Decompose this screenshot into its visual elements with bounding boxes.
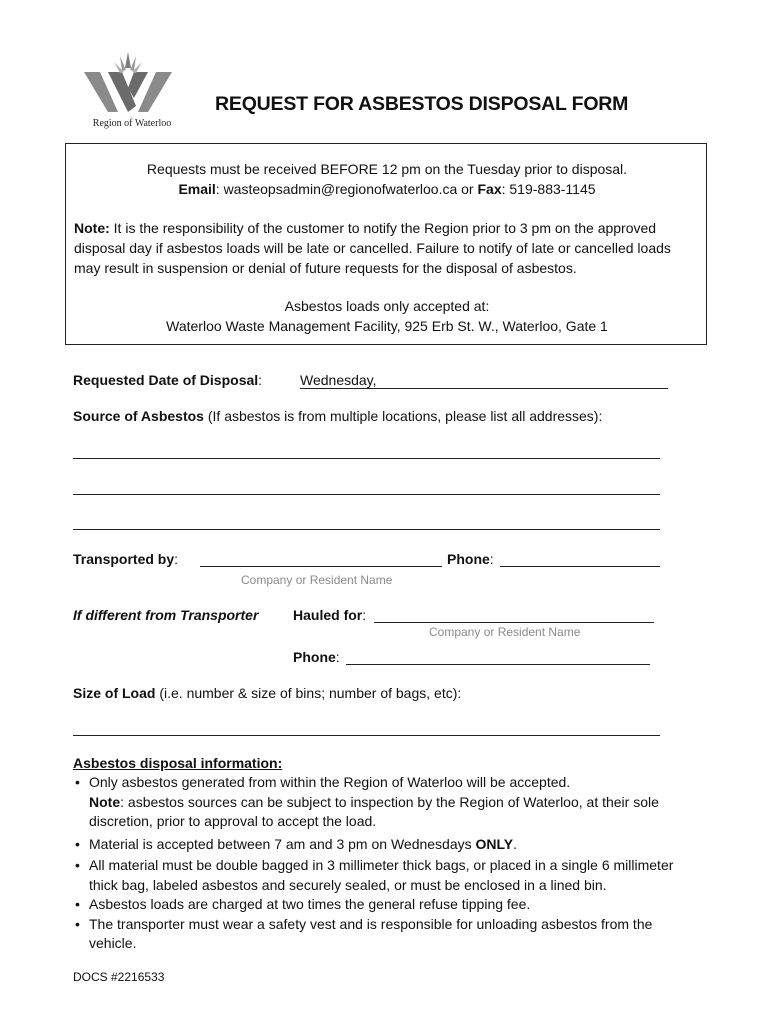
fax-label: Fax [477,181,502,197]
hauled-row [293,607,366,623]
info-item-4: • Asbestos loads are charged at two times the general refuse tipping fee. [73,895,713,915]
hauled-field[interactable] [374,622,654,623]
transported-colon: : [174,551,179,567]
info-item-3 [73,856,713,895]
source-line-2[interactable] [73,494,660,495]
note-line-3: may result in suspension or denial of future requests for the disposal of asbestos. [74,260,577,276]
size-row [73,685,461,701]
size-hint: (i.e. number & size of bins; number of bags, etc): [155,685,462,701]
note-paragraph [74,218,704,278]
source-hint: (If asbestos is from multiple locations, please list all addresses): [203,408,603,424]
transported-row [73,551,178,567]
fax-value: : 519-883-1145 [501,181,596,197]
size-label: Size of Load [73,685,156,701]
source-line-1[interactable] [73,458,660,459]
info-note-text: : asbestos sources can be subject to inspection by the Region of Waterloo, at their sole [120,793,659,810]
info-item-2-end: . [513,835,518,852]
info-item-5 [73,915,713,954]
page-title: REQUEST FOR ASBESTOS DISPOSAL FORM [215,93,629,115]
info-item-3-line-1: • All material must be double bagged in 3 millimeter thick bags, or placed in a single 6 millimeter [89,857,674,873]
note-line-2: disposal day if asbestos loads will be late or cancelled. Failure to notify of late or cancelled loads [74,240,671,256]
deadline-line: Requests must be received BEFORE 12 pm on the Tuesday prior to disposal. [146,161,628,177]
date-label: Requested Date of Disposal [73,372,259,388]
date-prefix: Wednesday, [300,372,377,388]
note-label: Note: [74,220,110,236]
email-label: Email [178,181,216,197]
different-label: If different from Transporter [73,607,259,623]
info-note-line-2: discretion, prior to approval to accept the load. [89,813,377,829]
phone-row [447,551,494,567]
date-colon: : [258,372,263,388]
docs-number: DOCS #2216533 [73,970,165,984]
hauled-label: Hauled for [293,607,363,623]
phone2-row [293,649,340,665]
region-logo-icon [78,50,178,122]
phone2-colon: : [335,649,340,665]
email-value: : wasteopsadmin@regionofwaterloo.ca or [215,181,478,197]
contact-line [66,179,708,199]
phone2-field[interactable] [346,664,650,665]
company-hint-2: Company or Resident Name [429,625,581,639]
facility-address: Waterloo Waste Management Facility, 925 Erb St. W., Waterloo, Gate 1 [166,318,608,334]
logo-text: Region of Waterloo [92,118,172,129]
info-list [73,773,713,954]
phone-colon: : [489,551,494,567]
source-line-3[interactable] [73,529,660,530]
note-line-1: It is the responsibility of the customer to notify the Region prior to 3 pm on the approved [109,220,657,236]
phone-field[interactable] [500,566,660,567]
phone-label: Phone [447,551,490,567]
info-item-2-bold: ONLY [475,835,514,852]
transported-label: Transported by [73,551,175,567]
phone2-label: Phone [293,649,336,665]
info-item-1-text: • Only asbestos generated from within the Region of Waterloo will be accepted. [89,774,571,790]
info-heading: Asbestos disposal information: [73,755,283,771]
info-item-2 [73,835,713,855]
info-item-5-line-1: • The transporter must wear a safety vest and is responsible for unloading asbestos from the [89,915,653,932]
info-item-3-line-2: thick bag, labeled asbestos and securely sealed, or must be enclosed in a lined bin. [89,876,607,893]
size-line[interactable] [73,735,660,736]
company-hint: Company or Resident Name [241,573,393,587]
notice-box [65,143,707,345]
date-row [73,372,262,388]
info-note-label: Note [89,793,121,810]
info-item-5-line-2: vehicle. [89,935,137,951]
accepted-at-line: Asbestos loads only accepted at: [284,298,490,314]
date-field[interactable] [300,372,668,389]
source-label: Source of Asbestos [73,408,204,424]
info-item-1 [73,773,713,832]
source-row [73,408,602,424]
info-item-2-text: Material is accepted between 7 am and 3 pm on Wednesdays [89,835,476,852]
hauled-colon: : [362,607,367,623]
transported-field[interactable] [200,566,442,567]
